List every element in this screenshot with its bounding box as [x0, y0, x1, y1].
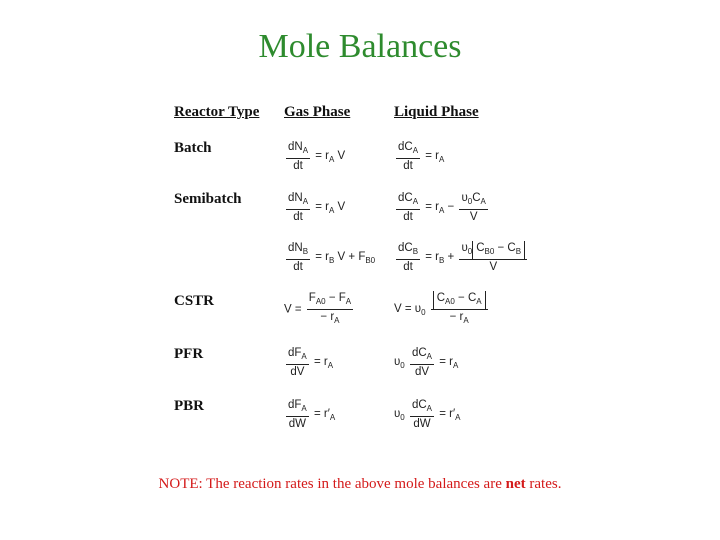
- note-text-after: rates.: [525, 476, 562, 492]
- equation-pbr-gas: $\frac{dF_A}{dW}$ = $r'_A$: [288, 399, 336, 430]
- equation-cstr-gas: V = $\frac{F_{A0} - F_A}{- r_A}$: [284, 292, 352, 325]
- equation-batch-gas: $\frac{dN_A}{dt}$ = $r_A$ V: [288, 141, 346, 172]
- equation-pfr-gas: $\frac{dF_A}{dV}$ = $r_A$: [288, 347, 334, 378]
- row-label-batch: Batch: [174, 140, 212, 156]
- page-title: Mole Balances: [258, 28, 462, 65]
- row-label-pfr: PFR: [174, 346, 204, 362]
- note-text-bold: net: [505, 476, 526, 492]
- equation-semibatch-gas-a: $\frac{dN_A}{dt}$ = $r_A$ V: [288, 192, 346, 223]
- header-liquid-phase: Liquid Phase: [394, 104, 479, 120]
- row-label-cstr: CSTR: [174, 293, 215, 309]
- note-text: [0, 476, 720, 493]
- equation-semibatch-liquid-a: $\frac{dC_A}{dt}$ = $r_A$ − $\frac{\upsilon_0C_A}{V}$: [398, 192, 486, 223]
- header-gas-phase: Gas Phase: [284, 104, 351, 120]
- equation-batch-liquid: $\frac{dC_A}{dt}$ = $r_A$: [398, 141, 445, 172]
- row-label-semibatch: Semibatch: [174, 191, 242, 207]
- equation-semibatch-gas-b: $\frac{dN_B}{dt}$ = $r_B$ $V + F_{B0}$: [288, 242, 376, 273]
- equation-pfr-liquid: $\upsilon_0$ $\frac{dC_A}{dV}$ = $r_A$: [394, 347, 459, 378]
- row-label-pbr: PBR: [174, 398, 204, 414]
- note-text-before: NOTE: The reaction rates in the above mole balances are: [158, 476, 506, 492]
- equation-semibatch-liquid-b: $\frac{dC_B}{dt}$ = $r_B$ + $\frac{\upsilon_0 C_{B0} - C_B}{V}$: [394, 241, 529, 274]
- header-reactor-type: Reactor Type: [174, 104, 260, 120]
- equation-pbr-liquid: $\upsilon_0$ $\frac{dC_A}{dW}$ = $r'_A$: [394, 399, 461, 430]
- equation-cstr-liquid: $V = \upsilon_0$ $\frac{C_{A0} - C_A}{- r_A}$: [394, 291, 490, 328]
